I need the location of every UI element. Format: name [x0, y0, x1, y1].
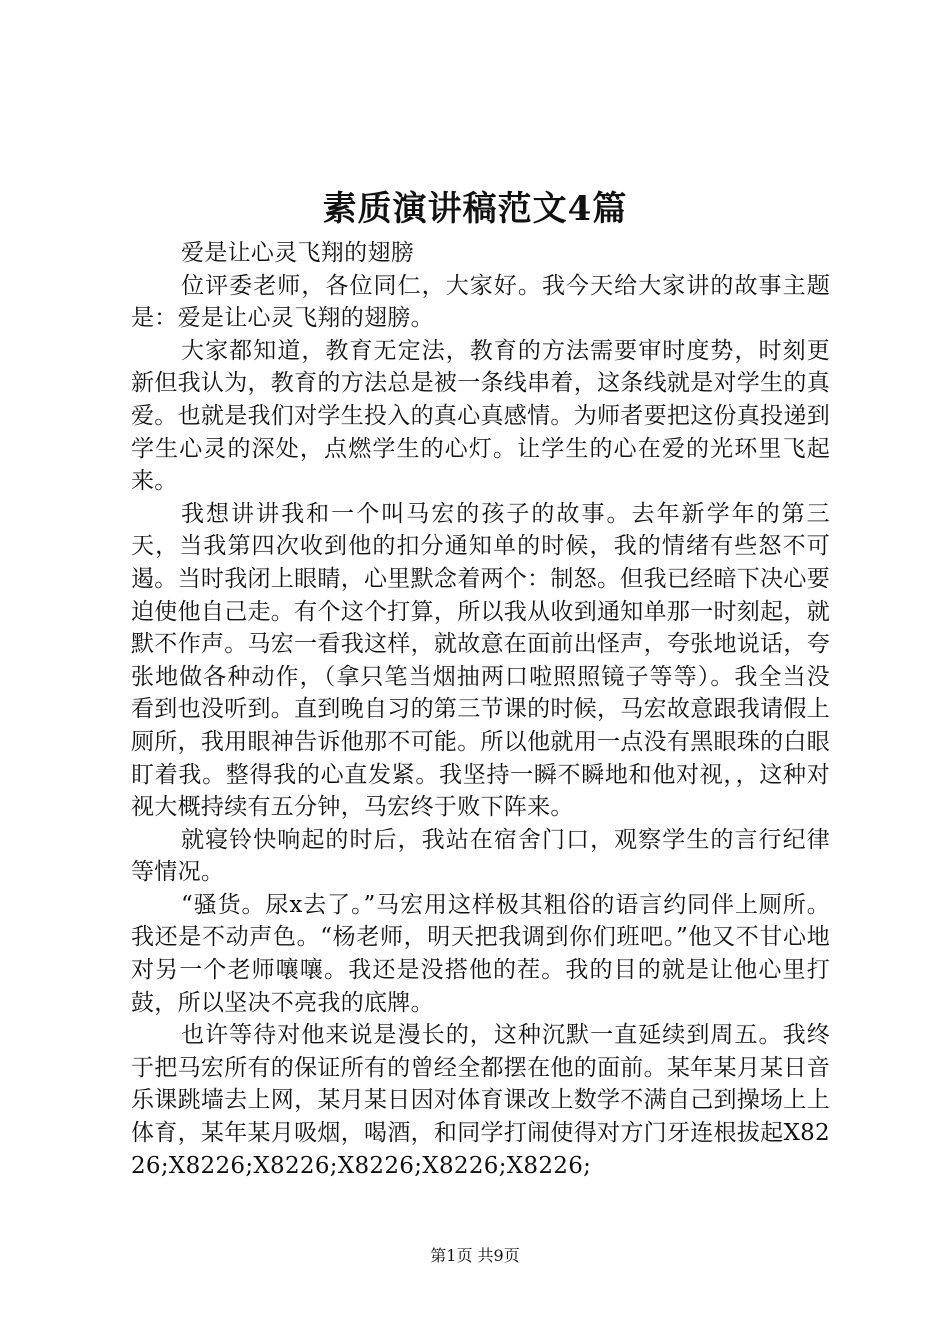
paragraph: 我想讲讲我和一个叫马宏的孩子的故事。去年新学年的第三天，当我第四次收到他的扣分通知单的时候，我的情绪有些怒不可遏。当时我闭上眼睛，心里默念着两个：制怒。但我已经暗下决心要迫使他自己走。有个这个打算，所以我从收到通知单那一时刻起，就默不作声。马宏一看我这样，就故意在面前出怪声，夸张地说话，夸张地做各种动作，（拿只笔当烟抽两口啦照照镜子等等）。我全当没看到也没听到。直到晚自习的第三节课的时候，马宏故意跟我请假上厕所，我用眼神告诉他那不可能。所以他就用一点没有黑眼珠的白眼盯着我。整得我的心直发紧。我坚持一瞬不瞬地和他对视，，这种对视大概持续有五分钟，马宏终于败下阵来。	[131, 500, 830, 821]
paragraph: 爱是让心灵飞翔的翅膀	[181, 240, 414, 266]
paragraph: 也许等待对他来说是漫长的，这种沉默一直延续到周五。我终于把马宏所有的保证所有的曾经全都摆在他的面前。某年某月某日音乐课跳墙去上网，某月某日因对体育课改上数学不满自己到操场上上体育，某年某月吸烟，喝酒，和同学打闹使得对方门牙连根拔起X8226;X8226;X8226;X8226;X8226;X8226;	[131, 1022, 830, 1179]
paragraph: 就寝铃快响起的时后，我站在宿舍门口，观察学生的言行纪律等情况。	[131, 826, 830, 886]
document-body	[131, 237, 830, 1182]
paragraph: “骚货。尿x去了。”马宏用这样极其粗俗的语言约同伴上厕所。我还是不动声色。“杨老师，明天把我调到你们班吧。”他又不甘心地对另一个老师嚷嚷。我还是没搭他的茬。我的目的就是让他心里打鼓，所以坚决不亮我的底牌。	[131, 891, 830, 1016]
document-title: 素质演讲稿范文4篇	[322, 189, 628, 229]
paragraph: 大家都知道，教育无定法，教育的方法需要审时度势，时刻更新但我认为，教育的方法总是被一条线串着，这条线就是对学生的真爱。也就是我们对学生投入的真心真感情。为师者要把这份真投递到学生心灵的深处，点燃学生的心灯。让学生的心在爱的光环里飞起来。	[131, 337, 830, 495]
paragraph: 位评委老师，各位同仁，大家好。我今天给大家讲的故事主题是：爱是让心灵飞翔的翅膀。	[131, 272, 830, 332]
page-number-footer: 第1页 共9页	[430, 1246, 520, 1265]
